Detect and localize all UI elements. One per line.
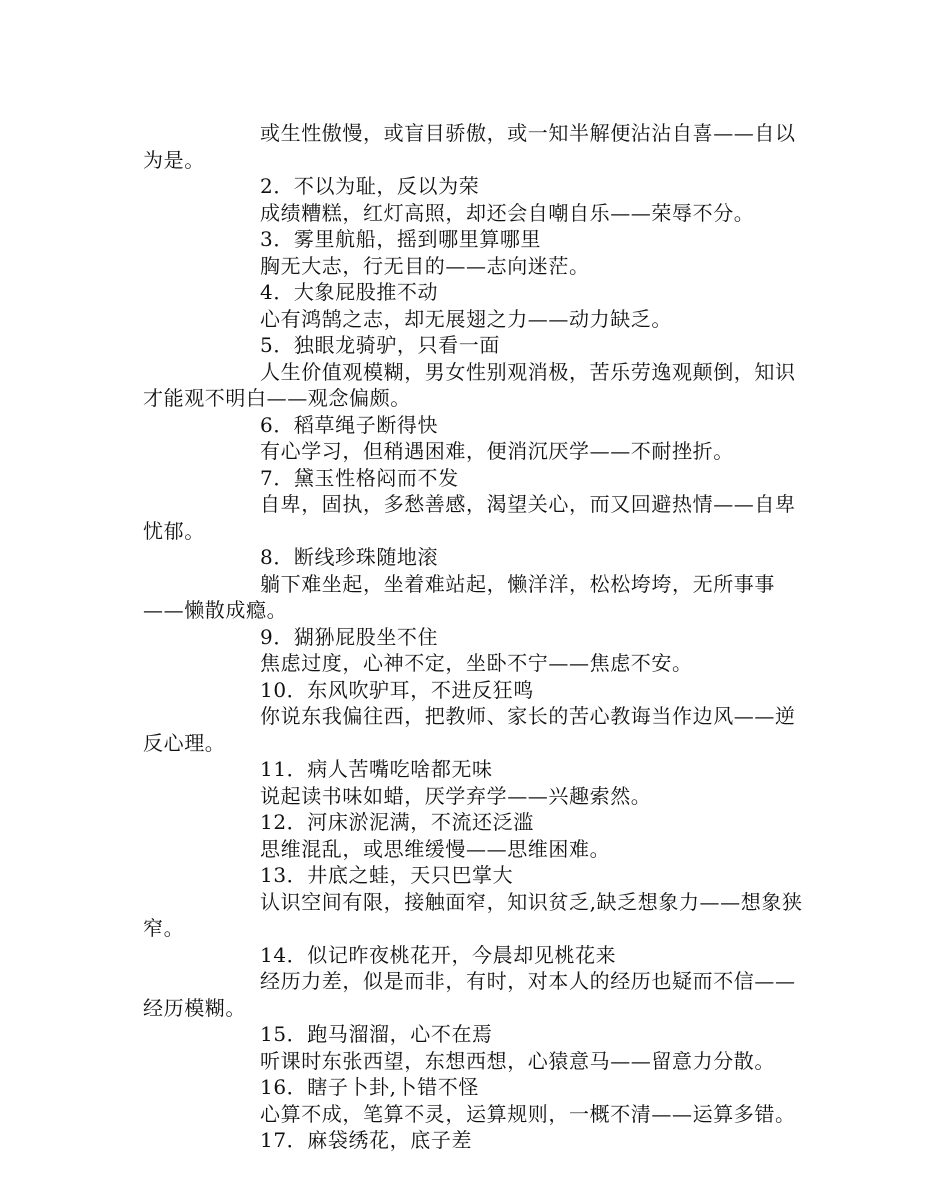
item-paragraph: 或生性傲慢，或盲目骄傲，或一知半解便沾沾自喜——自以为是。	[143, 121, 796, 172]
item-heading: 3．雾里航船，摇到哪里算哪里	[260, 227, 542, 251]
item-heading: 9．猢狲屁股坐不住	[260, 624, 439, 649]
item-paragraph: 说起读书味如蜡，厌学弃学——兴趣索然。	[260, 783, 652, 808]
item-heading: 17．麻袋绣花，底子差	[260, 1128, 473, 1152]
document-body	[143, 120, 815, 1154]
item-heading: 16．瞎子卜卦,卜错不怪	[260, 1075, 480, 1099]
item-paragraph: 人生价值观模糊，男女性别观消极，苦乐劳逸观颠倒，知识才能观不明白——观念偏颇。	[143, 359, 796, 410]
item-paragraph: 自卑，固执，多愁善感，渴望关心，而又回避热情——自卑忧郁。	[143, 492, 796, 543]
item-paragraph: 心算不成，笔算不灵，运算规则，一概不清——运算多错。	[260, 1101, 796, 1126]
item-heading: 5．独眼龙骑驴，只看一面	[260, 333, 500, 357]
item-heading: 7．黛玉性格闷而不发	[260, 465, 459, 490]
item-paragraph: 焦虑过度，心神不定，坐卧不宁——焦虑不安。	[260, 651, 693, 675]
item-paragraph: 胸无大志，行无目的——志向迷茫。	[260, 253, 590, 278]
item-paragraph: 心有鸿鹄之志，却无展翅之力——动力缺乏。	[260, 306, 672, 331]
item-paragraph: 躺下难坐起，坐着难站起，懒洋洋，松松垮垮，无所事事——懒散成瘾。	[143, 571, 775, 622]
item-heading: 8．断线珍珠随地滚	[260, 545, 439, 569]
item-heading: 10．东风吹驴耳，不进反狂鸣	[260, 677, 534, 702]
item-heading: 4．大象屁股推不动	[260, 280, 439, 304]
item-paragraph: 认识空间有限，接触面窄，知识贫乏,缺乏想象力——想象狭窄。	[143, 889, 803, 940]
item-heading: 14．似记昨夜桃花开，今晨却见桃花来	[260, 942, 617, 967]
item-heading: 15．跑马溜溜，心不在焉	[260, 1022, 493, 1046]
item-heading: 2．不以为耻，反以为荣	[260, 174, 480, 198]
item-paragraph: 成绩糟糕，红灯高照，却还会自嘲自乐——荣辱不分。	[260, 200, 755, 225]
item-heading: 13．井底之蛙，天只巴掌大	[260, 863, 514, 887]
item-heading: 12．河床淤泥满，不流还泛滥	[260, 810, 534, 834]
item-heading: 6．稻草绳子断得快	[260, 412, 439, 437]
item-paragraph: 你说东我偏往西，把教师、家长的苦心教诲当作边风——逆反心理。	[143, 704, 796, 755]
item-heading: 11．病人苦嘴吃啥都无味	[260, 757, 493, 781]
item-paragraph: 经历力差，似是而非，有时，对本人的经历也疑而不信——经历模糊。	[143, 969, 796, 1020]
item-paragraph: 思维混乱，或思维缓慢——思维困难。	[260, 836, 611, 861]
item-paragraph: 听课时东张西望，东想西想，心猿意马——留意力分散。	[260, 1048, 775, 1073]
item-paragraph: 有心学习，但稍遇困难，便消沉厌学——不耐挫折。	[260, 439, 734, 463]
